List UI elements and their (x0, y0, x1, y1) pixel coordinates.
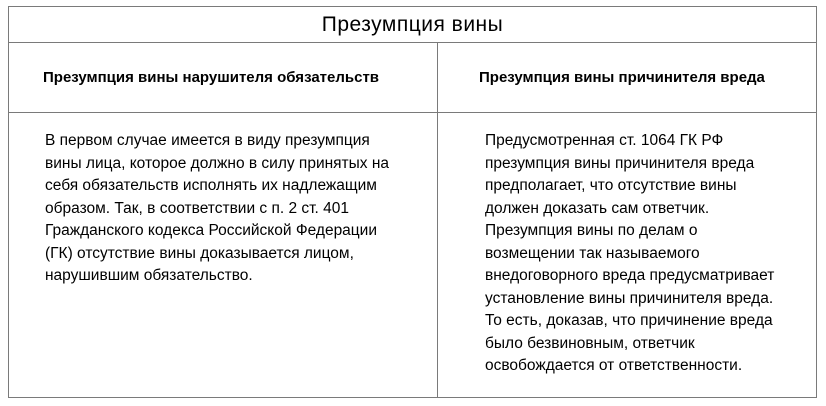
text-line: возмещении так называемого (485, 244, 700, 262)
header-obligations-violator: Презумпция вины нарушителя обязательств (43, 69, 380, 86)
header-row (9, 43, 816, 113)
text-line: должен доказать сам ответчик. (485, 199, 710, 217)
text-line: В первом случае имеется в виду презумпция (45, 132, 370, 149)
text-line: установление вины причинителя вреда. (485, 289, 774, 307)
text-line: Предусмотренная ст. 1064 ГК РФ (485, 132, 724, 149)
text-line: Презумпция вины по делам о (485, 222, 698, 239)
text-line: (ГК) отсутствие вины доказывается лицом, (45, 244, 354, 262)
text-line: образом. Так, в соответствии с п. 2 ст. 401 (45, 199, 350, 217)
text-line: презумпция вины причинителя вреда (485, 154, 755, 172)
text-line: Гражданского кодекса Российской Федерации (45, 222, 378, 239)
text-line: То есть, доказав, что причинение вреда (485, 312, 773, 329)
text-line: освобождается от ответственности. (485, 357, 743, 374)
presumption-table (8, 6, 817, 398)
text-line: внедоговорного вреда предусматривает (485, 267, 775, 284)
text-line: себя обязательств исполнять их надлежащим (45, 177, 377, 194)
text-line: вины лица, которое должно в силу принятых на (45, 154, 390, 172)
text-line: предполагает, что отсутствие вины (485, 177, 737, 194)
cell-obligations-violator-text (45, 130, 430, 288)
text-line: нарушившим обязательство. (45, 267, 253, 284)
cell-harm-causer-text (485, 130, 805, 378)
text-line: было безвиновным, ответчик (485, 334, 695, 352)
table-title: Презумпция вины (9, 7, 816, 43)
header-harm-causer: Презумпция вины причинителя вреда (479, 69, 765, 86)
